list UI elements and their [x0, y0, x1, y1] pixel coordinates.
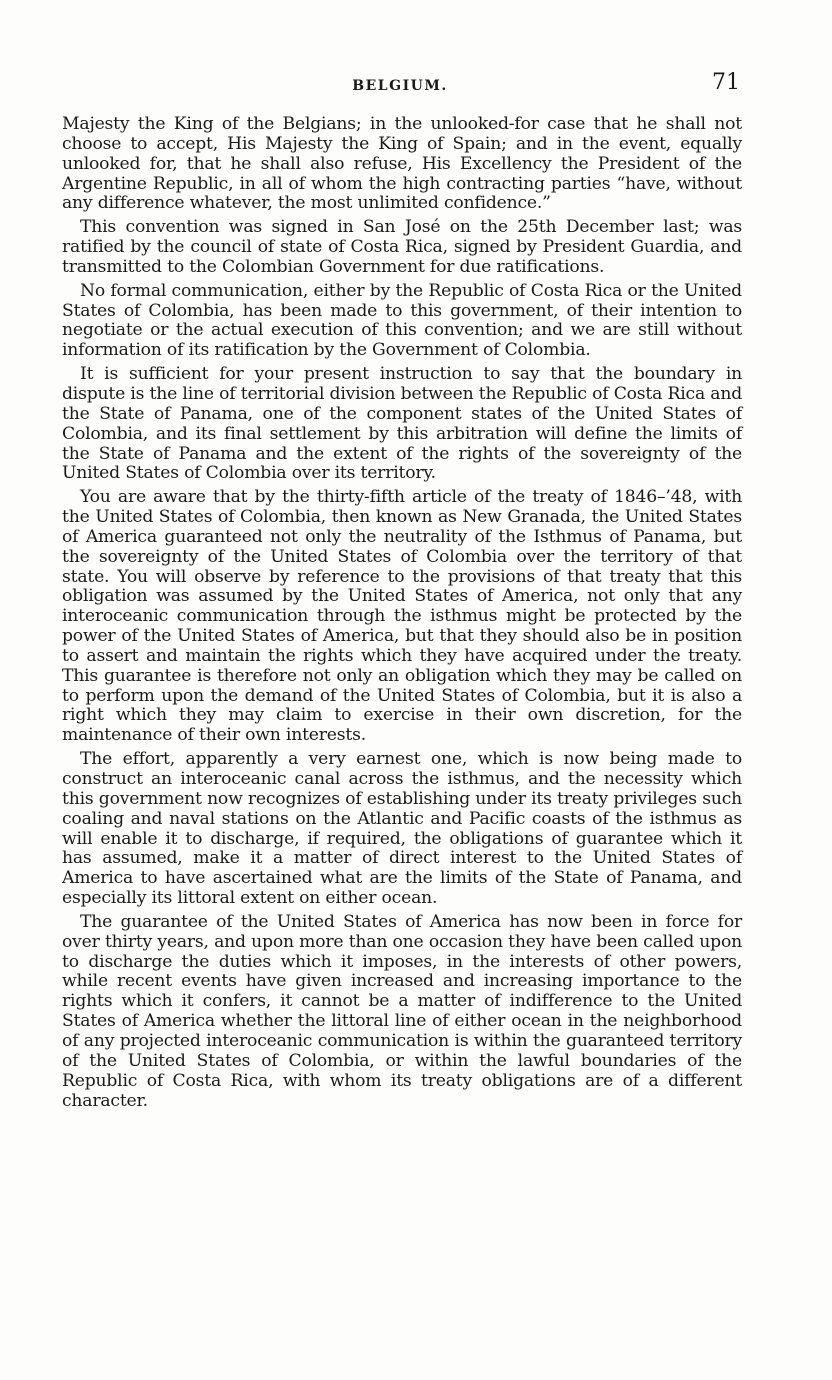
page-number: 71 [712, 70, 740, 95]
paragraph-canal-effort: The effort, apparently a very earnest one, which is now being made to construct an interoceanic canal across the isthmus, and the necessity which this government now recognizes of establishing under its treaty privileges such coaling and naval stations on the Atlantic and Pacific coasts of the isthmus as will enable it to discharge, if required, the obligations of guarantee which it has assumed, make it a matter of direct interest to the United States of America to have ascertained what are the limits of the State of Panama, and especially its littoral extent on either ocean. [62, 749, 742, 909]
paragraph-guarantee: The guarantee of the United States of America has now been in force for over thirty years, and upon more than one occasion they have been called upon to discharge the duties which it imposes, in the interests of other powers, while recent events have given increased and increasing importance to the rights which it confers, it cannot be a matter of indifference to the United States of America whether the littoral line of either ocean in the neighborhood of any projected interoceanic communication is within the guaranteed territory of the United States of Colombia, or within the lawful boundaries of the Republic of Costa Rica, with whom its treaty obligations are of a different character. [62, 911, 742, 1111]
paragraph-convention-signed: This convention was signed in San José on the 25th December last; was ratified by the council of state of Costa Rica, signed by President Guardia, and transmitted to the Colombian Government for due ratifications. [62, 217, 742, 277]
running-head [60, 70, 740, 100]
paragraph-boundary-dispute: It is sufficient for your present instruction to say that the boundary in dispute is the line of territorial division between the Republic of Costa Rica and the State of Panama, one of the component states of the United States of Colombia, and its final settlement by this arbitration will define the limits of the State of Panama and the extent of the rights of the sovereignty of the United States of Colombia over its territory. [62, 364, 742, 484]
paragraph-continuation: Majesty the King of the Belgians; in the unlooked-for case that he shall not choose to accept, His Majesty the King of Spain; and in the event, equally unlooked for, that he shall also refuse, His Excellency the President of the Argentine Republic, in all of whom the high contracting parties “have, without any difference whatever, the most unlimited confidence.” [62, 114, 742, 214]
paragraph-treaty-article: You are aware that by the thirty-fifth article of the treaty of 1846–’48, with the United States of Colombia, then known as New Granada, the United States of America guaranteed not only the neutrality of the Isthmus of Panama, but the sovereignty of the United States of Colombia over the territory of that state. You will observe by reference to the provisions of that treaty that this obligation was assumed by the United States of America, not only that any interoceanic communication through the isthmus might be protected by the power of the United States of America, but that they should also be in position to assert and maintain the rights which they have acquired under the treaty. This guarantee is therefore not only an obligation which they may be called on to perform upon the demand of the United States of Colombia, but it is also a right which they may claim to exercise in their own discretion, for the maintenance of their own interests. [62, 487, 742, 746]
running-title: BELGIUM. [352, 78, 448, 94]
paragraph-no-formal-communication: No formal communication, either by the Republic of Costa Rica or the United States of Colombia, has been made to this government, of their intention to negotiate or the actual execution of this convention; and we are still without information of its ratification by the Government of Colombia. [62, 280, 742, 361]
body-text [62, 115, 742, 1111]
